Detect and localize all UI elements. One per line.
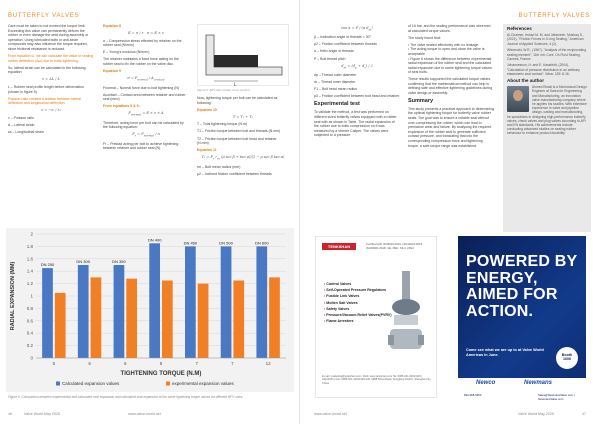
equation-label: Equation 11 <box>197 148 217 153</box>
bar-calculated <box>256 246 267 358</box>
paragraph: μ3 – Friction coefficient between bolt head and retainer <box>314 94 400 99</box>
bar-experimental <box>162 281 173 359</box>
list-item: • Figure 6 shows the difference between experimental radial expansion of the rubber seal and the calculated radial expansion due to same tightening torque values of seal bolts. <box>408 57 494 75</box>
y-tick-label: 1.4 <box>26 268 33 274</box>
paragraph: Acontact – Contact area between retainer and rubber seal (mm²) <box>103 92 186 102</box>
list-item: • The acting torque to open and close the valve is acceptable <box>408 47 494 56</box>
equation-preload: $F_r = F_{normal} / n$ <box>132 132 160 139</box>
product-item: • Fusible Link Valves <box>324 293 392 299</box>
paragraph: Fnormal – Normal force due to bolt tightening (N) <box>103 85 180 90</box>
product-item: • Pressure/Vacuum Relief Valves(PVRV) <box>324 312 392 318</box>
author-bio: Ahmed Elwali is a Mechanical Design Engineer at Sarea for Engineering and Manufacturing, an innovation valve manufacturing company where he applies his studies. With extensive experience in valve and pipeline design, casting and manufacturing, he specializes in designing high-performance butterfly valves, check valves and plug valves according to API and EN standards. His achievements include conducting advanced studies on sealing rubber behaviour to enhance product durability. <box>507 85 587 136</box>
group-label: DN 450 <box>183 240 198 246</box>
y-tick-label: 1.6 <box>26 256 33 262</box>
seal-profile-drawing <box>198 25 290 87</box>
paragraph: L – Rubber seal profile length before deformation (shown in figure 5). <box>8 85 84 94</box>
paragraph: The study found that: <box>408 35 441 40</box>
paragraph: μ2 – Inclined friction coefficient between threads <box>197 171 272 176</box>
paragraph: Now, tightening torque per bolt can be calculated as following: <box>197 96 278 105</box>
footer-website: www.valve-world.net <box>128 412 161 416</box>
right-page <box>300 0 600 424</box>
paragraph: To validate the method, a test was performed on different sized butterfly valves equipped with a rubber seal with as shown in Table. The radial expansion of the rubber due to bolts compression on it was measured by a Vernier Caliper. The valves were subjected to a pressure <box>314 110 397 138</box>
equation-9: $\sigma = F_{normal} / A_{contact}$ <box>127 76 165 82</box>
left-column-1 <box>8 24 94 242</box>
control-valve-illustration <box>388 267 424 363</box>
tenkshan-advertisement[interactable] <box>315 236 437 398</box>
ad-subline: Come see what we are up to at Valve World Americas in June. <box>466 348 544 357</box>
heading-summary: Summary <box>408 97 434 104</box>
paragraph: The retainer maintains a fixed force acting on the rubber seal to fix the rubber on the valve disc. <box>103 57 179 67</box>
equation-8: E = σ / ε σ = E × ε <box>128 31 164 36</box>
y-tick-label: 0.4 <box>26 330 33 336</box>
product-item: • Flame Arresters <box>324 318 392 324</box>
y-tick-label: 1 <box>30 293 33 299</box>
equation-mean-diameter: $d_m = (d_p + d_r) / 2$ <box>341 63 373 70</box>
equation-label: Equation 10 <box>197 107 217 112</box>
reference-item: Johannesson, H. and E. Kassfeldt, (2004), "Calculation of pressure distribution in an arbitrary elastomeric seal contact", Wear, 189: 8-16. <box>507 63 580 76</box>
x-tick-label: 7 <box>231 361 234 366</box>
paragraph: Fr – Preload acting per bolt to achieve tightening between retainer and rubber seal (N). <box>103 141 179 151</box>
ad-headline: POWERED BY ENERGY, AIMED FOR ACTION. <box>466 253 578 320</box>
paragraph: dp – Thread outer diameter <box>314 72 357 77</box>
legend-swatch-calculated <box>56 382 60 386</box>
footer-page-number: 46 <box>8 412 12 416</box>
bar-calculated <box>42 268 53 358</box>
equation-11: $T_1 = F_r$ $r_m$ (μ sec β + tan α)/(1 − μ sec β tan α) <box>201 155 285 162</box>
legend-swatch-experimental <box>166 382 170 386</box>
y-tick-label: 1.8 <box>26 243 33 249</box>
equation-helix: tan α = P / (π $d_m$) <box>341 26 373 32</box>
references-sidebar <box>503 24 591 232</box>
paragraph: From equation ω, we can calculate the value of sealing rubber deflection (Δω) due to bolts tightening. <box>8 54 94 63</box>
figure-caption: Figure 6: Comparison between experimental and calculated seal expansion and calculated seal expansion at the same tightening torque values for different BFV sizes. <box>8 395 244 399</box>
x-tick-label: 8 <box>159 361 163 366</box>
booth-label: Booth <box>561 353 573 357</box>
y-tick-label: 0.8 <box>26 305 33 311</box>
footer-magazine: Valve World May 2025 <box>518 412 554 416</box>
x-tick-label: 7 <box>195 361 198 366</box>
equation-poisson: ν = −εₗ / εₐ <box>41 108 61 113</box>
paragraph: T – Total tightening torque (N.m) <box>197 122 248 127</box>
y-axis-label: RADIAL EXPANSION (MM) <box>10 261 16 331</box>
paragraph: εl – Lateral strain <box>8 123 35 128</box>
reference-item: Al-Chalmer, Irshad M. M. and Jafarzeeh, Mushaq S., (2021), "Friction Forces in O-ring Sealing," American Journal of Applied Sciences, 4 (2). <box>507 33 584 46</box>
paragraph: Poisson ratio created a relation between lateral deflection and longitudinal deflection: <box>8 96 81 106</box>
paragraph: T1 – Friction torque between bolt and threads (N.mm) <box>197 129 281 134</box>
paragraph: This study presents a practical approach to determining the optimal tightening torque for butterfly valve rubber seals. The goal was to ensure a reliable seal without over-compressing the rubber, which can lead to premature wear and failure. By analysing the required expansion of the rubber seal to generate sufficient contact pressure, and translating that into the corresponding compression force and tightening torque, a safe torque range was established. <box>408 106 494 148</box>
paragraph: β – Inclination angle of threads = 30° <box>314 35 372 40</box>
paragraph: T2 – Friction torque between bolt head and retainer (N.mm) <box>197 136 277 146</box>
tenkshan-logo: TENKSHAN <box>322 243 356 250</box>
bar-calculated <box>114 265 125 358</box>
paragraph: rm – Bolt mean radius (mm) <box>197 164 241 169</box>
paragraph: These results supported the calculated torque values, confirming that the mathematical method can help in defining safe and effective tightening guidelines during valve design or assembly. <box>408 76 493 95</box>
paragraph: Care must be taken to not exceed the torque limit. Exceeding this value can permanently deform the rubber or even damage the seat during assembly or operation. Using lubricated bolts or anti-seize compounds may also influence the torque required, since frictional resistance is reduced. <box>8 24 89 51</box>
right-column-1 <box>314 24 400 254</box>
x-axis-label: TIGHTENING TORQUE (N.M) <box>120 371 202 377</box>
expansion-bar-chart <box>6 228 294 392</box>
right-column-2 <box>408 24 494 254</box>
heading-experimental-test: Experimental test <box>314 101 360 108</box>
seal-cross-section-diagram <box>197 24 289 86</box>
bar-experimental <box>198 284 209 358</box>
legend-label-experimental: experimental expansion values <box>172 381 234 386</box>
product-item: • Safety Valves <box>324 306 392 312</box>
group-label: DN 400 <box>147 237 162 243</box>
equation-label: Equation 9 <box>103 69 121 74</box>
group-label: DN 250 <box>40 262 55 268</box>
reference-item: Wierenzki, W.R., (1967), "Analysis of the reciprocating sealing element", 11th Intl. Conf. On Fluid Sealing, Cannes, France. <box>507 48 587 61</box>
y-tick-label: 0.2 <box>26 343 33 349</box>
equation-10: T = T₁ + T₂ <box>232 114 254 119</box>
product-item: • Self-Operated Pressure Regulators <box>324 287 392 293</box>
findings-list <box>408 43 494 75</box>
section-title-left: BUTTERFLY VALVES <box>8 13 80 19</box>
newco-logo: Newco <box>476 380 496 386</box>
booth-badge <box>556 347 578 369</box>
ad-contact: E-mail: marketing@tenkshan.com | Web: www.tenkshan.com Tel: 0086-021-34024115 | 34121044 | Fax: 0086-021-34024128 Add: 9988 Shitai Road, Songjiang District, Shanghai City, China <box>322 375 432 385</box>
paragraph: εa – Longitudinal strain <box>8 130 44 135</box>
footer-page-number: 47 <box>582 412 586 416</box>
bar-calculated <box>185 246 196 358</box>
paragraph: E – Young's modulus (N/mm²) <box>103 50 150 55</box>
bar-experimental <box>269 277 280 358</box>
y-tick-label: 1.2 <box>26 281 33 287</box>
product-item: • Molten Salt Valves <box>324 300 392 306</box>
equation-force: $F_{normal} = E \times \varepsilon \times A$ <box>128 111 164 118</box>
ad-phone: 832-968-5900 <box>464 393 482 397</box>
x-tick-label: 6 <box>124 361 127 366</box>
bar-experimental <box>126 279 137 358</box>
footer-magazine: Valve World May 2025 <box>24 412 60 416</box>
y-tick-label: 0 <box>30 355 33 361</box>
group-label: DN 300 <box>76 259 90 264</box>
diagram-caption: Figure 5: BFV disc rubber cross section. <box>197 88 251 92</box>
ad-website[interactable]: Sales@NewmansValve.com | NewmansValve.com <box>538 393 575 401</box>
author-photo <box>507 86 529 112</box>
y-tick-label: 2 <box>30 231 33 237</box>
paragraph: Therefore, acting force per bolt can be calculated by the following equation: <box>103 120 184 130</box>
footer-website: www.valve-world.net <box>314 412 347 416</box>
group-label: DN 350 <box>112 259 126 264</box>
left-column-2 <box>103 24 189 242</box>
bar-calculated <box>78 265 89 358</box>
left-column-3 <box>197 96 289 224</box>
paragraph: So, lateral strain can be calculated in the following equation: <box>8 65 86 75</box>
paragraph: α – Helix angle of threads <box>314 49 354 54</box>
bar-calculated <box>149 243 160 358</box>
product-list <box>324 281 392 324</box>
list-item: • The valve sealed effectively with no leakage <box>408 43 494 48</box>
ad-certifications: Certified with ISO9001:2015, ISO14001:2015, ISO45001:2018, CE, PED, SIL3, ATEX <box>366 242 423 250</box>
paragraph: μ2 – Friction coefficient between threads <box>314 42 377 47</box>
newmans-logo: Newmans <box>524 380 553 386</box>
paragraph: F1 – Bolt head mean radius <box>314 87 357 92</box>
paragraph: ν – Poisson ratio <box>8 116 34 120</box>
y-tick-label: 0.6 <box>26 318 33 324</box>
paragraph: P – Bolt thread pitch <box>314 56 346 61</box>
legend-label-calculated: Calculated expansion values <box>62 381 120 386</box>
x-tick-label: 6 <box>88 361 91 366</box>
x-tick-label: 12 <box>265 361 271 366</box>
author-title: About the author <box>507 78 544 84</box>
bar-experimental <box>233 281 244 359</box>
paragraph: From equations 8 & 9: <box>103 104 140 109</box>
references-title: References <box>507 26 532 31</box>
bar-experimental <box>91 277 102 358</box>
equation-strain: ε = ΔL / L <box>42 77 60 82</box>
group-label: DN 500 <box>219 240 233 246</box>
paragraph: dr – Thread inner diameter <box>314 80 356 85</box>
svg-text:L: L <box>234 82 237 87</box>
x-tick-label: 5 <box>52 361 56 366</box>
booth-number: 1606 <box>563 357 571 362</box>
equation-label: Equation 8 <box>103 24 121 28</box>
product-item: • Control Valves <box>324 281 392 287</box>
paragraph: of 16 bar, and the sealing performance was observed at calculated torque values. <box>408 24 491 33</box>
bar-calculated <box>221 246 232 358</box>
section-title-right: BUTTERFLY VALVES <box>518 13 590 19</box>
paragraph: σ – Compression stress effected by retainer on the rubber seal (N/mm²) <box>103 38 182 48</box>
group-label: DN 600 <box>255 240 269 246</box>
bar-experimental <box>55 293 66 358</box>
newco-newmans-advertisement[interactable] <box>458 236 586 401</box>
